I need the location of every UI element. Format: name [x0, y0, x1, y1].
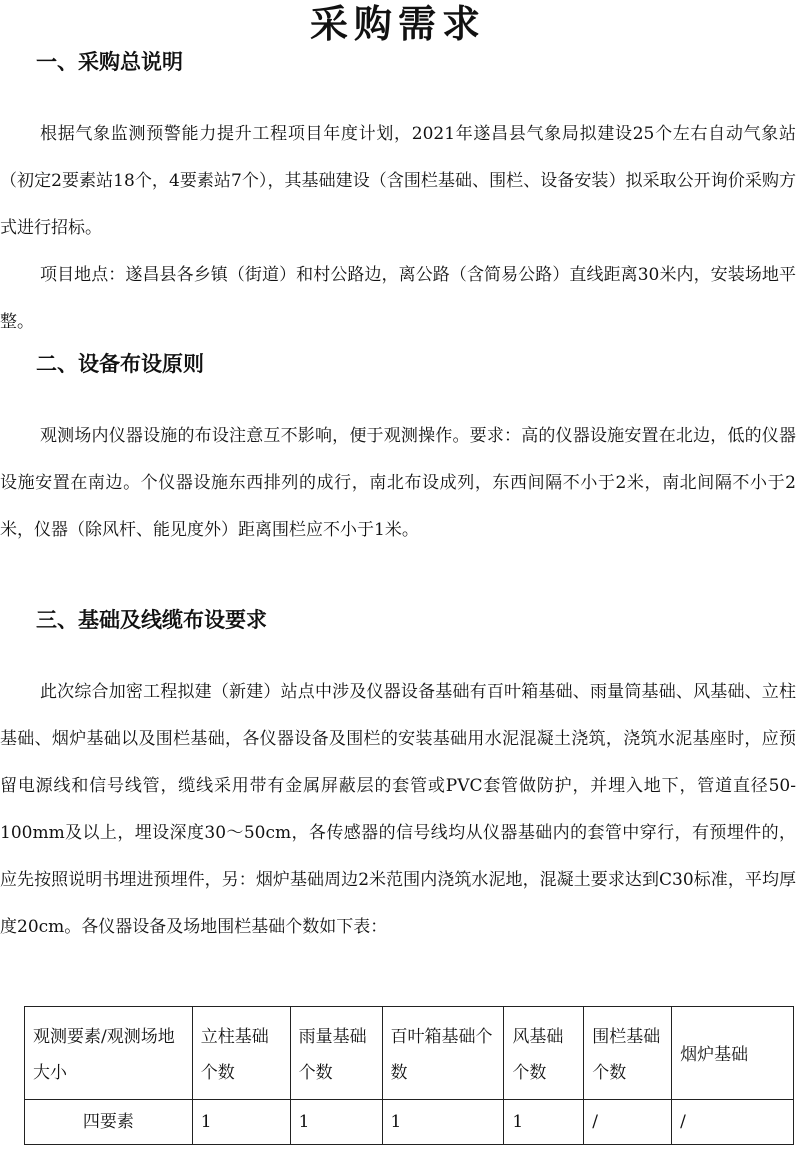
paragraph-layout-principles: 观测场内仪器设施的布设注意互不影响，便于观测操作。要求：高的仪器设施安置在北边，低的仪器设施安置在南边。个仪器设施东西排列的成行，南北布设成列，东西间隔不小于2米，南北间隔不小于2米，仪器（除风杆、能见度外）距离围栏应不小于1米。	[0, 426, 796, 540]
document-title: 采购需求	[309, 2, 486, 46]
paragraph-project-location: 项目地点：遂昌县各乡镇（街道）和村公路边，离公路（含简易公路）直线距离30米内，安装场地平整。	[0, 265, 796, 332]
section-heading-foundation-cable: 三、基础及线缆布设要求	[36, 608, 267, 632]
table-cell: /	[584, 1100, 672, 1145]
table-header-cell: 风基础个数	[504, 1007, 584, 1100]
table-cell: /	[672, 1100, 794, 1145]
table-header-cell: 雨量基础个数	[290, 1007, 382, 1100]
table-cell: 四要素	[25, 1100, 193, 1145]
paragraph-general-plan: 根据气象监测预警能力提升工程项目年度计划，2021年遂昌县气象局拟建设25个左右自动气象站（初定2要素站18个，4要素站7个），其基础建设（含围栏基础、围栏、设备安装）拟采取公开询价采购方式进行招标。	[0, 124, 796, 238]
table-header-cell: 立柱基础个数	[192, 1007, 290, 1100]
section-heading-general: 一、采购总说明	[36, 50, 183, 74]
table-header-row	[25, 1007, 794, 1100]
table-cell: 1	[290, 1100, 382, 1145]
section-heading-layout-principles: 二、设备布设原则	[36, 352, 204, 376]
table-header-cell: 围栏基础个数	[584, 1007, 672, 1100]
table-header-cell: 百叶箱基础个数	[382, 1007, 504, 1100]
paragraph-foundation-cable: 此次综合加密工程拟建（新建）站点中涉及仪器设备基础有百叶箱基础、雨量筒基础、风基础、立柱基础、烟炉基础以及围栏基础，各仪器设备及围栏的安装基础用水泥混凝土浇筑，浇筑水泥基座时，应预留电源线和信号线管，缆线采用带有金属屏蔽层的套管或PVC套管做防护，并埋入地下，管道直径50-100mm及以上，埋设深度30～50cm，各传感器的信号线均从仪器基础内的套管中穿行，有预埋件的，应先按照说明书埋进预埋件，另：烟炉基础周边2米范围内浇筑水泥地，混凝土要求达到C30标准，平均厚度20cm。各仪器设备及场地围栏基础个数如下表：	[0, 682, 796, 937]
foundation-count-table	[24, 1006, 794, 1145]
table-row	[25, 1100, 794, 1145]
table-cell: 1	[382, 1100, 504, 1145]
table-cell: 1	[504, 1100, 584, 1145]
table-header-cell: 观测要素/观测场地大小	[25, 1007, 193, 1100]
table-header-cell: 烟炉基础	[672, 1007, 794, 1100]
table-cell: 1	[192, 1100, 290, 1145]
